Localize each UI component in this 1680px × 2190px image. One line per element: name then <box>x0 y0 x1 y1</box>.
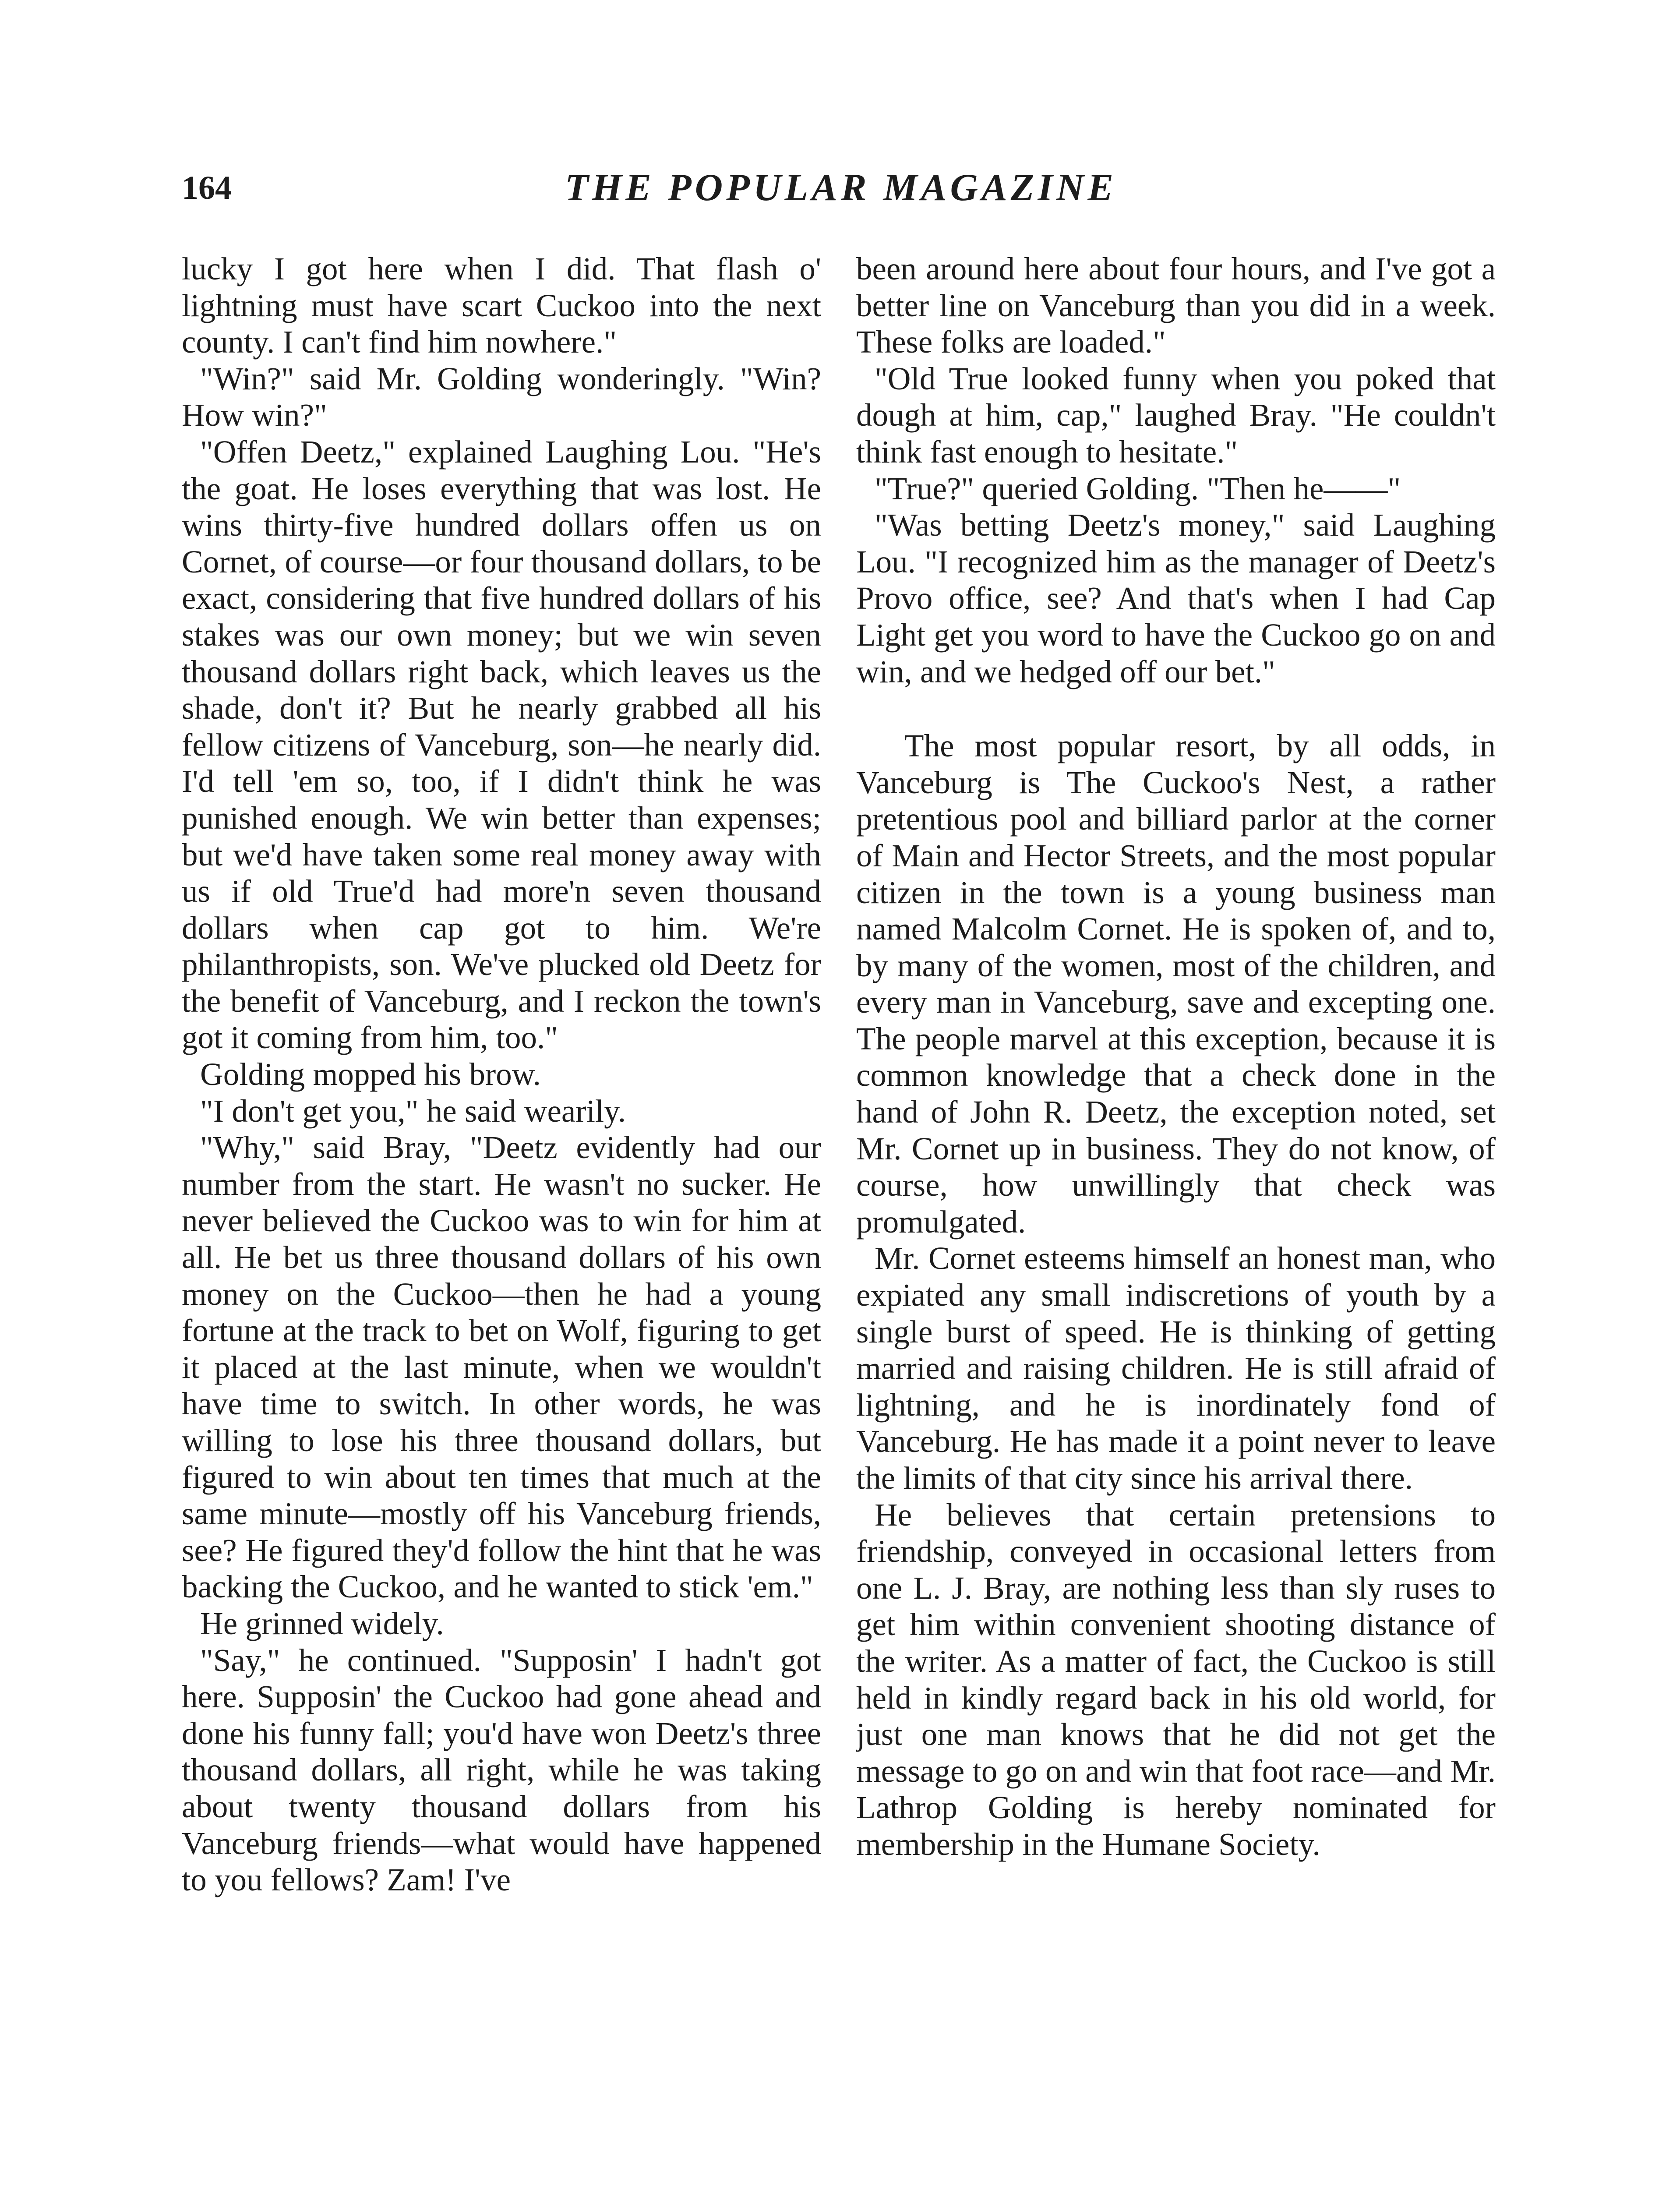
left-paragraph-3: "Offen Deetz," explained Laughing Lou. "He's the goat. He loses everything that was lost. He wins thirty-five hundred dollars offen us on Cornet, of course—or four thousand dollars, to be exact, considering that five hundred dollars of his stakes was our own money; but we win seven thousand dollars right back, which leaves us the shade, don't it? But he nearly grabbed all his fellow citizens of Vanceburg, son—he nearly did. I'd tell 'em so, too, if I didn't think he was punished enough. We win better than expenses; but we'd have taken some real money away with us if old True'd had more'n seven thousand dollars when cap got to him. We're philanthropists, son. We've plucked old Deetz for the benefit of Vanceburg, and I reckon the town's got it coming from him, too." <box>182 434 821 1056</box>
left-paragraph-5: "I don't get you," he said wearily. <box>200 1093 626 1129</box>
left-paragraph-7: He grinned widely. <box>200 1605 444 1641</box>
left-paragraph-6: "Why," said Bray, "Deetz evidently had our number from the start. He wasn't no sucker. He never believed the Cuckoo was to win for him at all. He bet us three thousand dollars of his own money on the Cuckoo—then he had a young fortune at the track to bet on Wolf, figuring to get it placed at the last minute, when we wouldn't have time to switch. In other words, he was willing to lose his three thousand dollars, but figured to win about ten times that much at the same minute—mostly off his Vanceburg friends, see? He figured they'd follow the hint that he was backing the Cuckoo, and he wanted to stick 'em." <box>182 1130 821 1605</box>
left-paragraph-4: Golding mopped his brow. <box>200 1056 541 1092</box>
right-paragraph-7: He believes that certain pretensions to friendship, conveyed in occasional letters from one L. J. Bray, are nothing less than sly ruses to get him within convenient shooting distance of the writer. As a matter of fact, the Cuckoo is still held in kindly regard back in his old world, for just one man knows that he did not get the message to go on and win that foot race—and Mr. Lathrop Golding is hereby nominated for membership in the Humane Society. <box>856 1497 1496 1862</box>
right-paragraph-3: "True?" queried Golding. "Then he——" <box>875 470 1401 506</box>
page-number: 164 <box>182 170 232 206</box>
left-paragraph-2: "Win?" said Mr. Golding wonderingly. "Win? How win?" <box>182 360 821 433</box>
left-paragraph-1: lucky I got here when I did. That flash o' lightning must have scart Cuckoo into the next county. I can't find him nowhere." <box>182 251 821 360</box>
left-column <box>182 251 821 2190</box>
section-break <box>856 690 1496 728</box>
page-header <box>182 166 1500 222</box>
right-paragraph-2: "Old True looked funny when you poked that dough at him, cap," laughed Bray. "He couldn't think fast enough to hesitate." <box>856 360 1496 470</box>
right-paragraph-6: Mr. Cornet esteems himself an honest man, who expiated any small indiscretions of youth by a single burst of speed. He is thinking of getting married and raising children. He is still afraid of lightning, and he is inordinately fond of Vanceburg. He has made it a point never to leave the limits of that city since his arrival there. <box>856 1240 1496 1496</box>
running-head: THE POPULAR MAGAZINE <box>565 166 1117 209</box>
right-paragraph-4: "Was betting Deetz's money," said Laughing Lou. "I recognized him as the manager of Deetz's Provo office, see? And that's when I had Cap Light get you word to have the Cuckoo go on and win, and we hedged off our bet." <box>856 507 1496 689</box>
right-paragraph-1: been around here about four hours, and I've got a better line on Vanceburg than you did in a week. These folks are loaded." <box>856 251 1496 360</box>
right-column <box>856 251 1496 2190</box>
left-paragraph-8: "Say," he continued. "Supposin' I hadn't got here. Supposin' the Cuckoo had gone ahead and done his funny fall; you'd have won Deetz's three thousand dollars, all right, while he was taking about twenty thousand dollars from his Vanceburg friends—what would have happened to you fellows? Zam! I've <box>182 1642 821 1898</box>
right-paragraph-5: The most popular resort, by all odds, in Vanceburg is The Cuckoo's Nest, a rather pretentious pool and billiard parlor at the corner of Main and Hector Streets, and the most popular citizen in the town is a young business man named Malcolm Cornet. He is spoken of, and to, by many of the women, most of the children, and every man in Vanceburg, save and excepting one. The people marvel at this exception, because it is common knowledge that a check done in the hand of John R. Deetz, the exception noted, set Mr. Cornet up in business. They do not know, of course, how unwillingly that check was promulgated. <box>856 728 1496 1240</box>
